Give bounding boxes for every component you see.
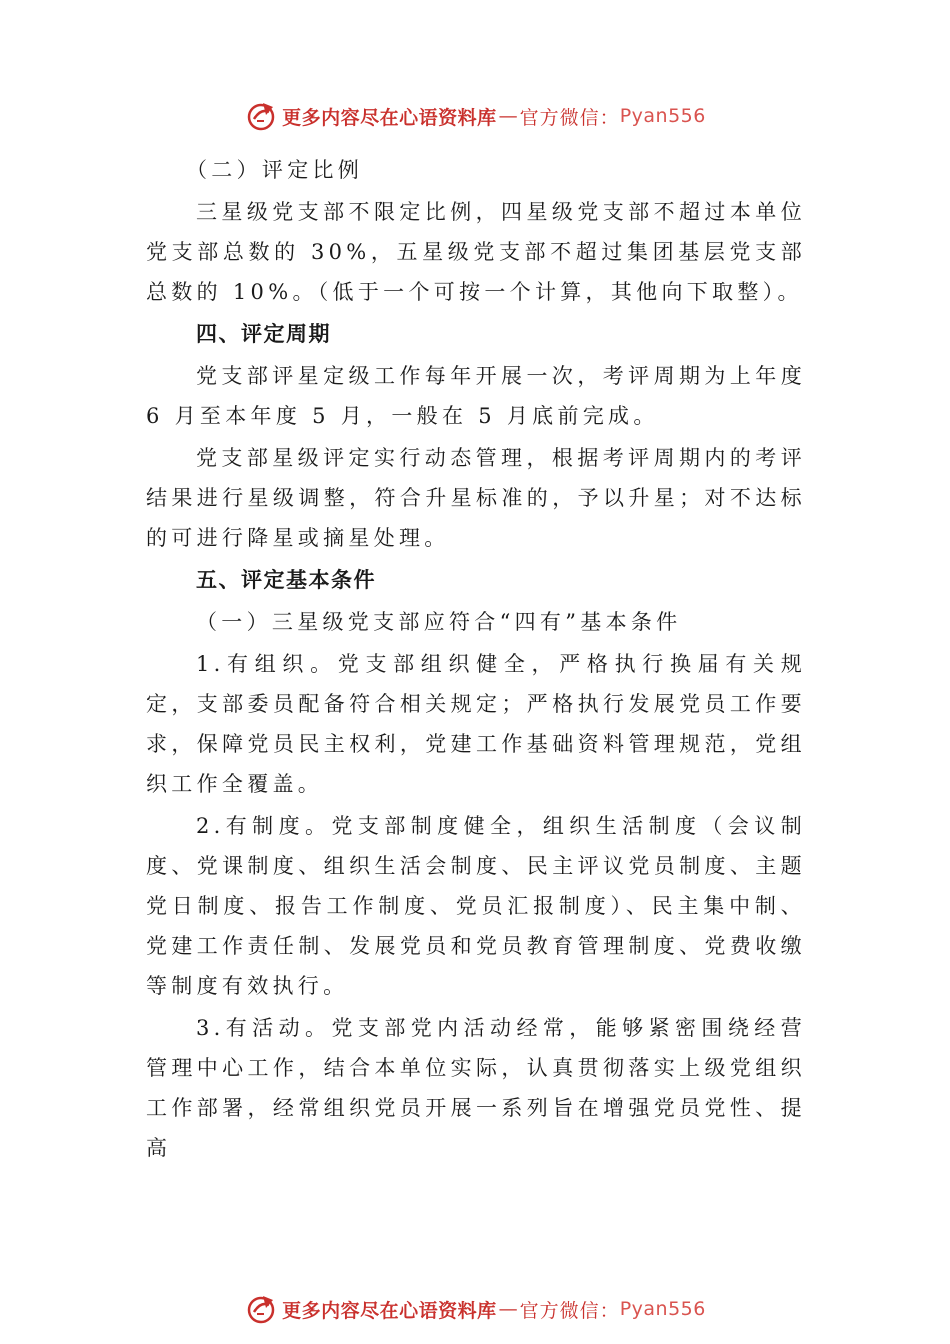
paragraph-cycle-2: 党支部星级评定实行动态管理，根据考评周期内的考评结果进行星级调整，符合升星标准的，予以升星；对不达标的可进行降星或摘星处理。 xyxy=(146,446,806,550)
banner-dash: — xyxy=(498,105,518,127)
item-organization: 1.有组织。党支部组织健全，严格执行换届有关规定，支部委员配备符合相关规定；严格执行发展党员工作要求，保障党员民主权利，党建工作基础资料管理规范，党组织工作全覆盖。 xyxy=(146,652,806,796)
logo-icon xyxy=(244,99,278,133)
item-activity: 3.有活动。党支部党内活动经常，能够紧密围绕经营管理中心工作，结合本单位实际，认真贯彻落实上级党组织工作部署，经常组织党员开展一系列旨在增强党员党性、提高 xyxy=(146,1016,806,1160)
banner-brand: 更多内容尽在心语资料库 xyxy=(282,1299,497,1322)
logo-icon xyxy=(244,1292,278,1326)
subheading-conditions: （一）三星级党支部应符合“四有”基本条件 xyxy=(196,610,682,634)
banner-dash: — xyxy=(498,1298,518,1320)
heading-conditions: 五、评定基本条件 xyxy=(196,568,376,592)
paragraph-cycle-1: 党支部评星定级工作每年开展一次，考评周期为上年度6 月至本年度 5 月，一般在 5 月底前完成。 xyxy=(146,364,806,428)
banner-wechat-id: Pyan556 xyxy=(619,1298,706,1320)
banner-wechat-label: 官方微信： xyxy=(519,106,620,129)
item-system: 2.有制度。党支部制度健全，组织生活制度（会议制度、党课制度、组织生活会制度、民主评议党员制度、主题党日制度、报告工作制度、党员汇报制度）、民主集中制、党建工作责任制、发展党员和党员教育管理制度、党费收缴等制度有效执行。 xyxy=(146,814,806,998)
banner-wechat-id: Pyan556 xyxy=(619,105,706,127)
banner-wechat-label: 官方微信： xyxy=(519,1299,620,1322)
document-body xyxy=(146,150,806,1168)
banner-brand: 更多内容尽在心语资料库 xyxy=(282,106,497,129)
subheading-ratio: （二）评定比例 xyxy=(186,158,364,182)
heading-cycle: 四、评定周期 xyxy=(196,322,331,346)
paragraph-ratio: 三星级党支部不限定比例，四星级党支部不超过本单位党支部总数的 30%，五星级党支部不超过集团基层党支部总数的 10%。（低于一个可按一个计算，其他向下取整）。 xyxy=(146,200,806,304)
header-banner xyxy=(0,96,950,136)
footer-banner xyxy=(0,1289,950,1329)
